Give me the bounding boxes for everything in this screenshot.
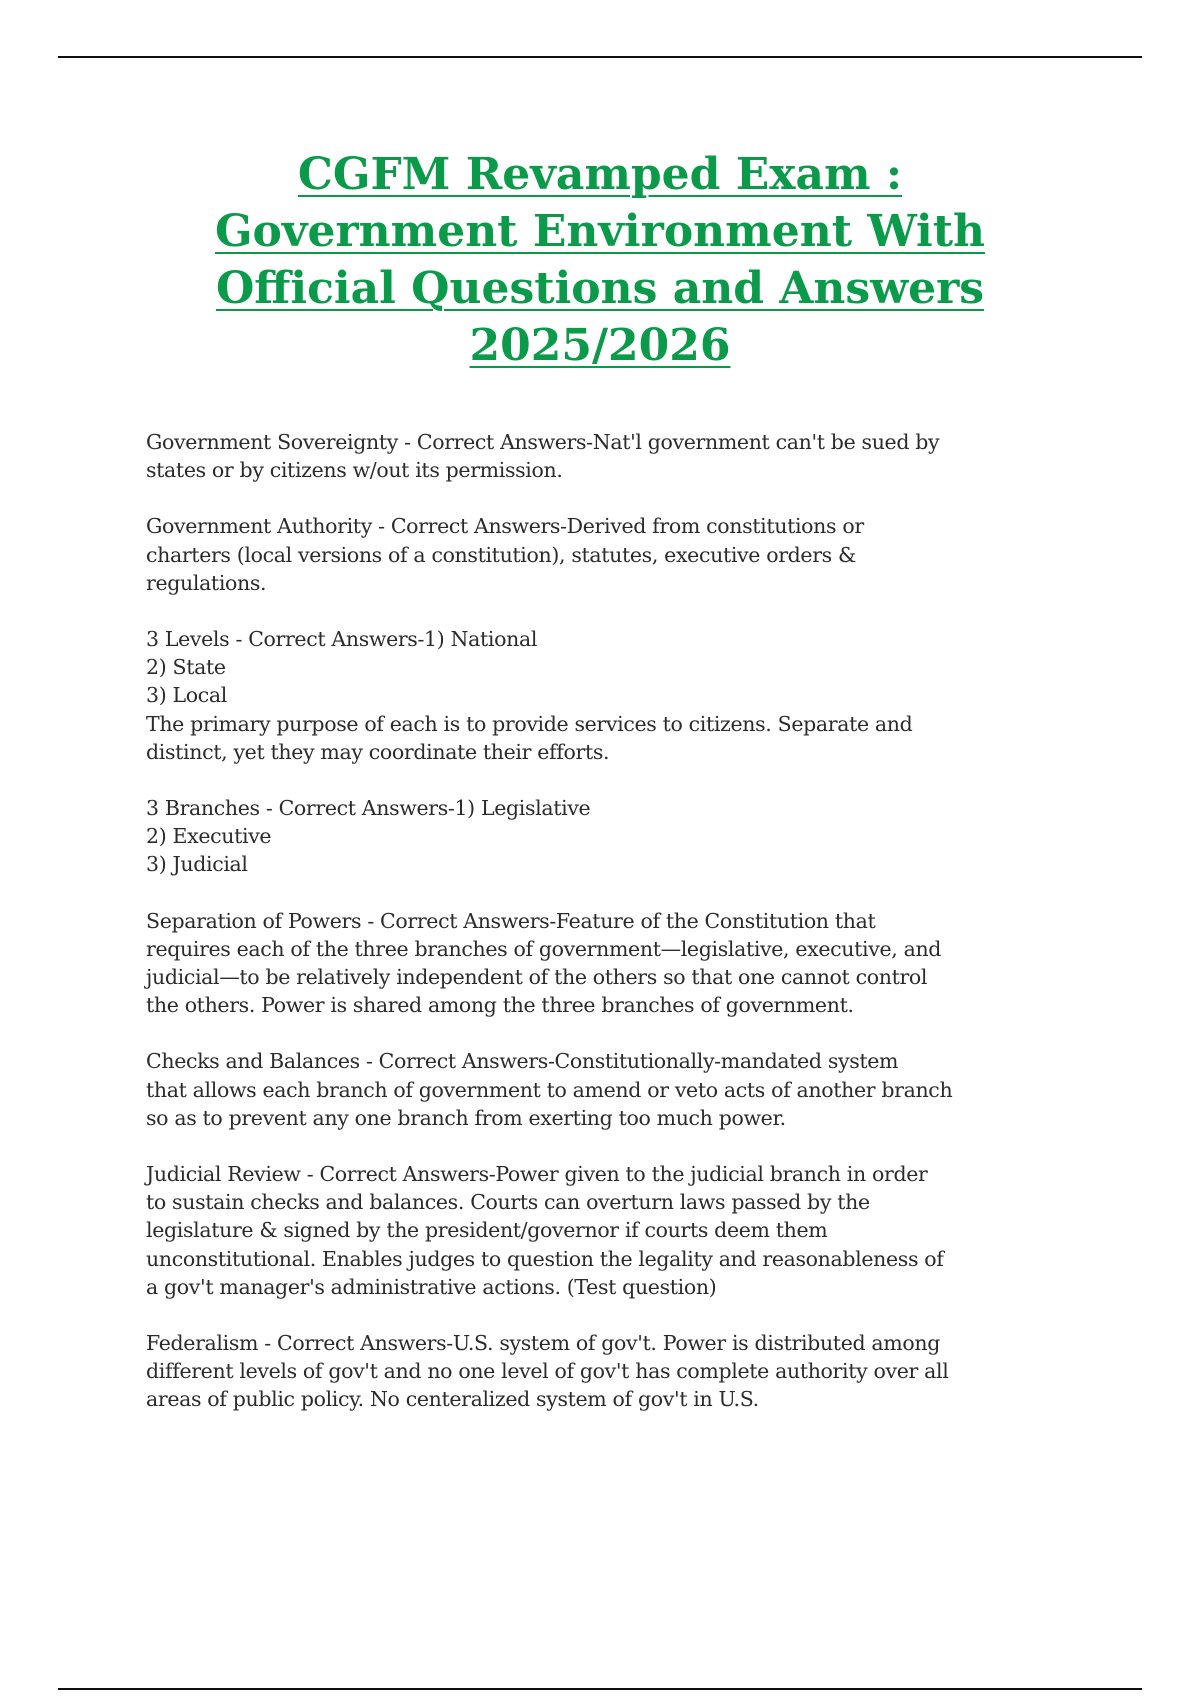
qa-line: Judicial Review - Correct Answers-Power given to the judicial branch in order [146, 1162, 928, 1187]
qa-entry-judicial-review [146, 1160, 1096, 1301]
qa-line: charters (local versions of a constitution), statutes, executive orders & [146, 542, 856, 567]
qa-list [146, 428, 1096, 1442]
qa-entry-government-sovereignty [146, 428, 1096, 484]
title-line [100, 260, 1100, 317]
title-line [100, 317, 1100, 374]
qa-line: 3 Levels - Correct Answers-1) National [146, 627, 538, 652]
title-line [100, 203, 1100, 260]
qa-line: distinct, yet they may coordinate their efforts. [146, 739, 610, 764]
qa-line: to sustain checks and balances. Courts can overturn laws passed by the [146, 1190, 870, 1215]
qa-entry-separation-of-powers [146, 907, 1096, 1020]
bottom-rule [58, 1688, 1142, 1690]
title-line [100, 146, 1100, 203]
qa-entry-government-authority [146, 512, 1096, 597]
title-line-text: Official Questions and Answers [215, 263, 985, 314]
qa-line: the others. Power is shared among the three branches of government. [146, 993, 854, 1018]
document-title [100, 146, 1100, 374]
title-line-text: Government Environment With [214, 206, 986, 257]
qa-line: different levels of gov't and no one level of gov't has complete authority over all [146, 1359, 949, 1384]
qa-line: a gov't manager's administrative actions. (Test question) [146, 1274, 717, 1299]
qa-line: 3 Branches - Correct Answers-1) Legislative [146, 796, 591, 821]
title-line-text: CGFM Revamped Exam : [297, 149, 903, 200]
qa-line: so as to prevent any one branch from exerting too much power. [146, 1105, 786, 1130]
qa-line: The primary purpose of each is to provide services to citizens. Separate and [146, 711, 913, 736]
qa-entry-federalism [146, 1329, 1096, 1414]
qa-entry-checks-and-balances [146, 1047, 1096, 1132]
qa-line: Federalism - Correct Answers-U.S. system of gov't. Power is distributed among [146, 1331, 940, 1356]
qa-line: judicial—to be relatively independent of the others so that one cannot control [146, 965, 928, 990]
qa-line: Government Sovereignty - Correct Answers-Nat'l government can't be sued by [146, 430, 940, 454]
title-line-text: 2025/2026 [469, 320, 731, 371]
qa-line: 3) Local [146, 683, 227, 708]
qa-line: Government Authority - Correct Answers-Derived from constitutions or [146, 514, 864, 539]
qa-line: Separation of Powers - Correct Answers-Feature of the Constitution that [146, 908, 876, 933]
qa-line: unconstitutional. Enables judges to question the legality and reasonableness of [146, 1246, 944, 1271]
qa-entry-3-branches [146, 794, 1096, 879]
qa-line: that allows each branch of government to amend or veto acts of another branch [146, 1077, 953, 1102]
qa-line: regulations. [146, 570, 267, 595]
qa-line: 2) State [146, 655, 226, 680]
qa-line: Checks and Balances - Correct Answers-Constitutionally-mandated system [146, 1049, 899, 1074]
qa-line: requires each of the three branches of government—legislative, executive, and [146, 936, 942, 961]
qa-line: states or by citizens w/out its permission. [146, 458, 563, 483]
qa-line: 3) Judicial [146, 852, 248, 877]
qa-line: 2) Executive [146, 824, 272, 849]
top-rule [58, 56, 1142, 58]
qa-line: legislature & signed by the president/governor if courts deem them [146, 1218, 828, 1243]
qa-entry-3-levels [146, 625, 1096, 766]
qa-line: areas of public policy. No centeralized system of gov't in U.S. [146, 1387, 759, 1412]
